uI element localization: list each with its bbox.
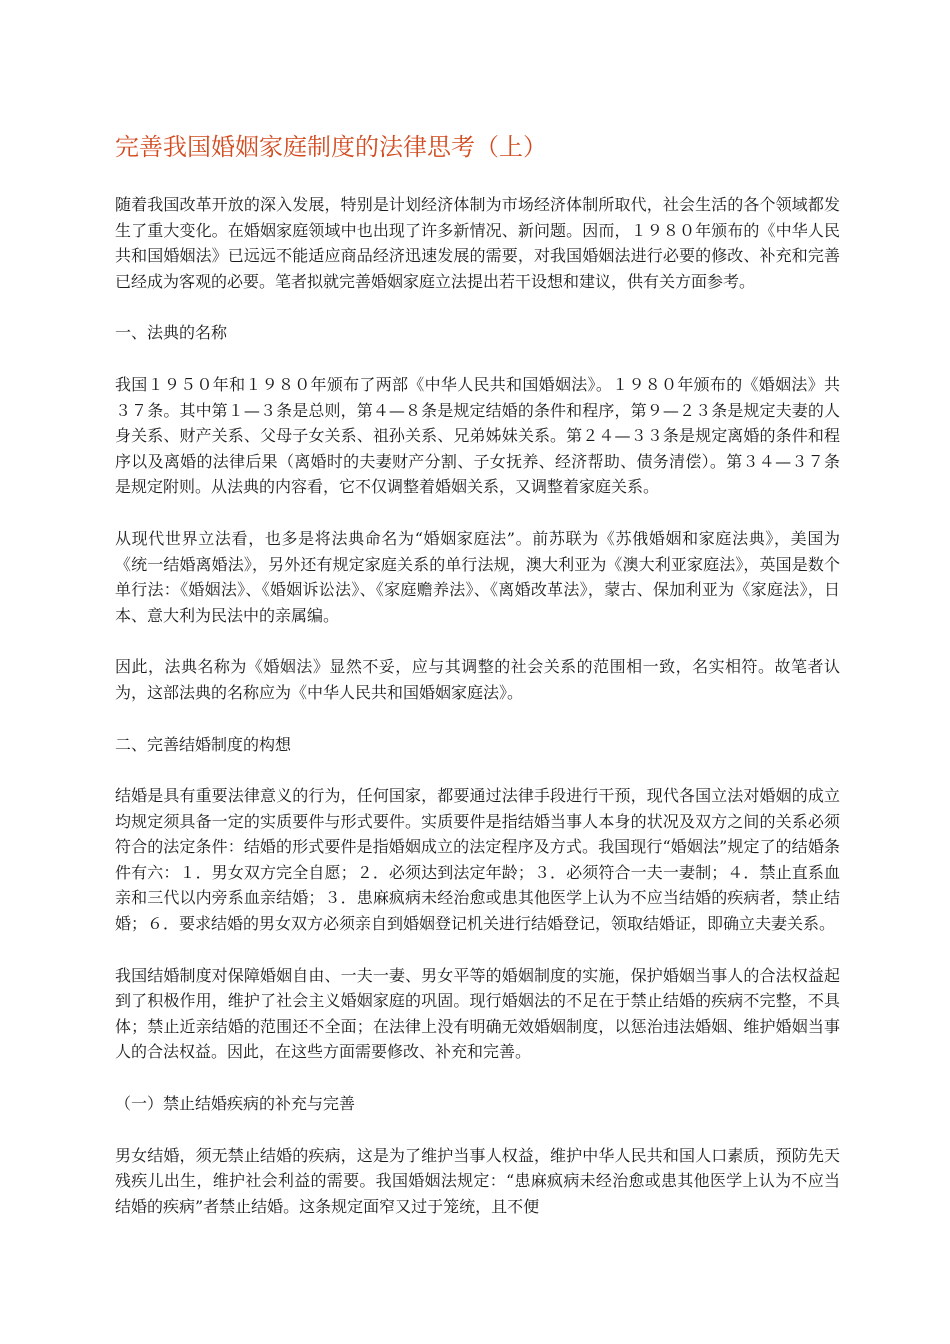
paragraph-intro: 随着我国改革开放的深入发展，特别是计划经济体制为市场经济体制所取代，社会生活的各个领域都发生了重大变化。在婚姻家庭领域中也出现了许多新情况、新问题。因而，１９８０年颁布的《中华人民共和国婚姻法》已远远不能适应商品经济迅速发展的需要，对我国婚姻法进行必要的修改、补充和完善已经成为客观的必要。笔者拟就完善婚姻家庭立法提出若干设想和建议，供有关方面参考。 xyxy=(115,195,840,291)
section-heading-marriage-system: 二、完善结婚制度的构想 xyxy=(115,734,292,754)
paragraph-system-shortcomings: 我国结婚制度对保障婚姻自由、一夫一妻、男女平等的婚姻制度的实施，保护婚姻当事人的合法权益起到了积极作用，维护了社会主义婚姻家庭的巩固。现行婚姻法的不足在于禁止结婚的疾病不完整，不具体；禁止近亲结婚的范围还不全面；在法律上没有明确无效婚姻制度，以惩治违法婚姻、维护婚姻当事人的合法权益。因此，在这些方面需要修改、补充和完善。 xyxy=(115,965,840,1062)
paragraph-conclusion-name: 因此，法典名称为《婚姻法》显然不妥，应与其调整的社会关系的范围相一致，名实相符。故笔者认为，这部法典的名称应为《中华人民共和国婚姻家庭法》。 xyxy=(115,657,840,702)
paragraph-world-legislation: 从现代世界立法看，也多是将法典命名为“婚姻家庭法”。前苏联为《苏俄婚姻和家庭法典》，美国为《统一结婚离婚法》，另外还有规定家庭关系的单行法规，澳大利亚为《澳大利亚家庭法》，英国是数个单行法：《婚姻法》、《婚姻诉讼法》、《家庭赡养法》、《离婚改革法》，蒙古、保加利亚为《家庭法》，日本、意大利为民法中的亲属编。 xyxy=(115,528,840,625)
document-title: 完善我国婚姻家庭制度的法律思考（上） xyxy=(115,133,547,161)
subsection-heading-diseases: （一）禁止结婚疾病的补充与完善 xyxy=(115,1094,356,1114)
section-heading-code-name: 一、法典的名称 xyxy=(115,323,228,343)
paragraph-marriage-conditions: 结婚是具有重要法律意义的行为，任何国家，都要通过法律手段进行干预，现代各国立法对婚姻的成立均规定须具备一定的实质要件与形式要件。实质要件是指结婚当事人本身的状况及双方之间的关系必须符合的法定条件：结婚的形式要件是指婚姻成立的法定程序及方式。我国现行“婚姻法”规定了的结婚条件有六：１．男女双方完全自愿；２．必须达到法定年龄；３．必须符合一夫一妻制；４．禁止直系血亲和三代以内旁系血亲结婚；３．患麻疯病未经治愈或患其他医学上认为不应当结婚的疾病者，禁止结婚；６．要求结婚的男女双方必须亲自到婚姻登记机关进行结婚登记，领取结婚证，即确立夫妻关系。 xyxy=(115,786,840,934)
document-body xyxy=(115,192,840,1245)
paragraph-diseases: 男女结婚，须无禁止结婚的疾病，这是为了维护当事人权益，维护中华人民共和国人口素质，预防先天残疾儿出生，维护社会利益的需要。我国婚姻法规定：“患麻疯病未经治愈或患其他医学上认为不应当结婚的疾病”者禁止结婚。这条规定面窄又过于笼统，且不便 xyxy=(115,1145,840,1216)
paragraph-history: 我国１９５０年和１９８０年颁布了两部《中华人民共和国婚姻法》。１９８０年颁布的《婚姻法》共３７条。其中第１—３条是总则，第４—８条是规定结婚的条件和程序，第９—２３条是规定夫妻的人身关系、财产关系、父母子女关系、祖孙关系、兄弟姊妹关系。第２４—３３条是规定离婚的条件和程序以及离婚的法律后果（离婚时的夫妻财产分割、子女抚养、经济帮助、债务清偿）。第３４—３７条是规定附则。从法典的内容看，它不仅调整着婚姻关系，又调整着家庭关系。 xyxy=(115,374,840,497)
